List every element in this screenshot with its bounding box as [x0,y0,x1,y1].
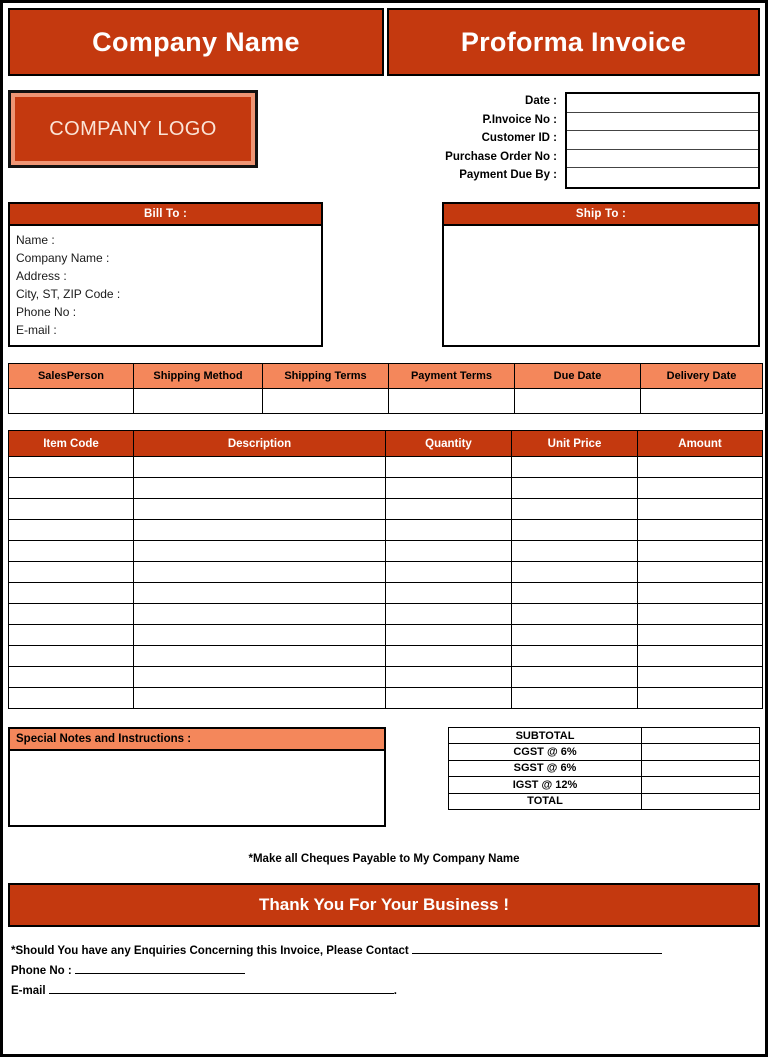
items-cell-item-code[interactable] [9,688,134,709]
footer-email-input[interactable] [49,983,394,994]
items-header-description: Description [134,431,386,457]
items-cell-item-code[interactable] [9,667,134,688]
bill-to-phone: Phone No : [16,305,77,319]
meta-label-date: Date : [525,95,557,107]
bill-to-email: E-mail : [16,323,57,337]
table-row [9,583,763,604]
footer-contact-section [11,941,760,1001]
bill-to-company: Company Name : [16,251,110,265]
items-cell-unit-price[interactable] [512,562,638,583]
items-cell-description[interactable] [134,457,386,478]
items-cell-quantity[interactable] [386,583,512,604]
items-cell-unit-price[interactable] [512,541,638,562]
items-cell-item-code[interactable] [9,478,134,499]
items-cell-description[interactable] [134,583,386,604]
items-cell-description[interactable] [134,688,386,709]
items-cell-amount[interactable] [638,541,763,562]
items-cell-quantity[interactable] [386,520,512,541]
document-title-banner: Proforma Invoice [387,8,760,76]
items-cell-amount[interactable] [638,688,763,709]
items-cell-description[interactable] [134,478,386,499]
date-input[interactable] [567,94,758,113]
items-cell-unit-price[interactable] [512,688,638,709]
table-row [9,478,763,499]
items-header-row [9,431,763,457]
items-cell-item-code[interactable] [9,646,134,667]
table-row [9,625,763,646]
purchase-order-input[interactable] [567,150,758,169]
items-cell-description[interactable] [134,520,386,541]
items-cell-unit-price[interactable] [512,646,638,667]
items-header-item-code: Item Code [9,431,134,457]
table-row [9,562,763,583]
totals-label-igst-12: IGST @ 12% [449,777,642,793]
items-cell-description[interactable] [134,667,386,688]
terms-cell-due-date[interactable] [515,389,641,414]
items-cell-amount[interactable] [638,478,763,499]
items-cell-item-code[interactable] [9,541,134,562]
footer-contact-input[interactable] [412,943,662,954]
special-notes-input[interactable] [8,751,386,827]
items-cell-quantity[interactable] [386,457,512,478]
terms-cell-payment-terms[interactable] [389,389,515,414]
items-cell-unit-price[interactable] [512,478,638,499]
footer-enquiry-line [11,941,760,961]
terms-cell-shipping-method[interactable] [134,389,263,414]
terms-header-delivery-date: Delivery Date [641,364,763,389]
invoice-meta-inputs [565,92,760,189]
items-cell-unit-price[interactable] [512,667,638,688]
table-row [9,541,763,562]
items-cell-amount[interactable] [638,583,763,604]
totals-value-igst-12[interactable] [642,777,760,793]
totals-value-cgst-6[interactable] [642,744,760,760]
ship-to-heading: Ship To : [442,202,760,226]
special-notes-block [8,727,386,827]
items-cell-unit-price[interactable] [512,604,638,625]
totals-label-sgst-6: SGST @ 6% [449,760,642,776]
items-cell-amount[interactable] [638,520,763,541]
bill-to-name: Name : [16,233,55,247]
items-cell-amount[interactable] [638,457,763,478]
footer-email-suffix: . [393,985,397,997]
terms-value-row [9,389,763,414]
table-row [9,646,763,667]
terms-header-salesperson: SalesPerson [9,364,134,389]
terms-cell-shipping-terms[interactable] [263,389,389,414]
terms-header-shipping-terms: Shipping Terms [263,364,389,389]
bill-to-heading: Bill To : [8,202,323,226]
items-cell-description[interactable] [134,646,386,667]
items-cell-quantity[interactable] [386,541,512,562]
items-cell-amount[interactable] [638,604,763,625]
items-cell-item-code[interactable] [9,562,134,583]
items-cell-amount[interactable] [638,625,763,646]
ship-to-block [442,202,760,347]
items-cell-quantity[interactable] [386,646,512,667]
table-row [9,604,763,625]
items-cell-quantity[interactable] [386,478,512,499]
notes-and-totals-section [8,727,760,827]
items-cell-quantity[interactable] [386,667,512,688]
footer-phone-line [11,961,760,981]
meta-label-invoice-no: P.Invoice No : [482,113,557,126]
invoice-meta-labels [445,92,565,185]
bill-to-fields[interactable] [8,226,323,347]
items-cell-unit-price[interactable] [512,499,638,520]
items-cell-item-code[interactable] [9,520,134,541]
items-cell-amount[interactable] [638,499,763,520]
items-cell-unit-price[interactable] [512,457,638,478]
items-cell-item-code[interactable] [9,499,134,520]
totals-label-subtotal: SUBTOTAL [449,728,642,744]
items-cell-unit-price[interactable] [512,583,638,604]
table-row [9,667,763,688]
items-cell-quantity[interactable] [386,499,512,520]
totals-row [449,793,760,809]
thank-you-banner: Thank You For Your Business ! [8,883,760,927]
footer-phone-label: Phone No : [11,965,72,977]
totals-table [448,727,760,810]
table-row [9,457,763,478]
company-name-banner: Company Name [8,8,384,76]
invoice-no-input[interactable] [567,113,758,132]
payment-due-by-input[interactable] [567,168,758,187]
items-cell-unit-price[interactable] [512,625,638,646]
line-items-table [8,430,763,709]
totals-row [449,744,760,760]
lower-gap [386,727,448,827]
address-section [8,202,760,347]
company-logo-placeholder: COMPANY LOGO [15,97,251,161]
bill-to-block [8,202,323,347]
cheque-payable-note: *Make all Cheques Payable to My Company Name [248,853,520,865]
items-cell-quantity[interactable] [386,688,512,709]
items-cell-item-code[interactable] [9,457,134,478]
items-cell-quantity[interactable] [386,625,512,646]
terms-cell-delivery-date[interactable] [641,389,763,414]
customer-id-input[interactable] [567,131,758,150]
header [8,8,760,76]
items-header-amount: Amount [638,431,763,457]
terms-header-due-date: Due Date [515,364,641,389]
items-cell-description[interactable] [134,541,386,562]
address-gap [323,202,442,347]
totals-row [449,777,760,793]
totals-label-cgst-6: CGST @ 6% [449,744,642,760]
terms-table [8,363,763,414]
special-notes-heading: Special Notes and Instructions : [8,727,386,751]
items-cell-item-code[interactable] [9,604,134,625]
items-cell-quantity[interactable] [386,562,512,583]
footer-email-label: E-mail [11,985,46,997]
totals-label-total: TOTAL [449,793,642,809]
invoice-meta-fields [445,90,760,190]
terms-header-shipping-method: Shipping Method [134,364,263,389]
items-cell-description[interactable] [134,499,386,520]
table-row [9,499,763,520]
meta-label-payment-due-by: Payment Due By : [459,169,557,182]
footer-email-line [11,981,760,1001]
items-cell-item-code[interactable] [9,583,134,604]
company-logo-box[interactable] [8,90,258,168]
totals-row [449,728,760,744]
meta-label-customer-id: Customer ID : [481,132,557,145]
meta-spacer [258,90,445,190]
totals-value-total[interactable] [642,793,760,809]
table-row [9,520,763,541]
items-cell-description[interactable] [134,562,386,583]
items-header-quantity: Quantity [386,431,512,457]
terms-header-row [9,364,763,389]
items-cell-item-code[interactable] [9,625,134,646]
bill-to-city-zip: City, ST, ZIP Code : [16,287,121,301]
totals-row [449,760,760,776]
bill-to-address: Address : [16,269,67,283]
terms-cell-salesperson[interactable] [9,389,134,414]
line-items-body [9,457,763,709]
items-cell-description[interactable] [134,604,386,625]
totals-value-sgst-6[interactable] [642,760,760,776]
meta-label-purchase-order: Purchase Order No : [445,150,557,163]
table-row [9,688,763,709]
footer-phone-input[interactable] [75,963,245,974]
items-cell-amount[interactable] [638,646,763,667]
items-cell-description[interactable] [134,625,386,646]
logo-and-meta-section [8,90,760,190]
items-header-unit-price: Unit Price [512,431,638,457]
totals-value-subtotal[interactable] [642,728,760,744]
terms-header-payment-terms: Payment Terms [389,364,515,389]
items-cell-amount[interactable] [638,667,763,688]
items-cell-amount[interactable] [638,562,763,583]
items-cell-unit-price[interactable] [512,520,638,541]
items-cell-quantity[interactable] [386,604,512,625]
footer-enquiry-text: *Should You have any Enquiries Concerning this Invoice, Please Contact [11,945,409,957]
ship-to-fields[interactable] [442,226,760,347]
